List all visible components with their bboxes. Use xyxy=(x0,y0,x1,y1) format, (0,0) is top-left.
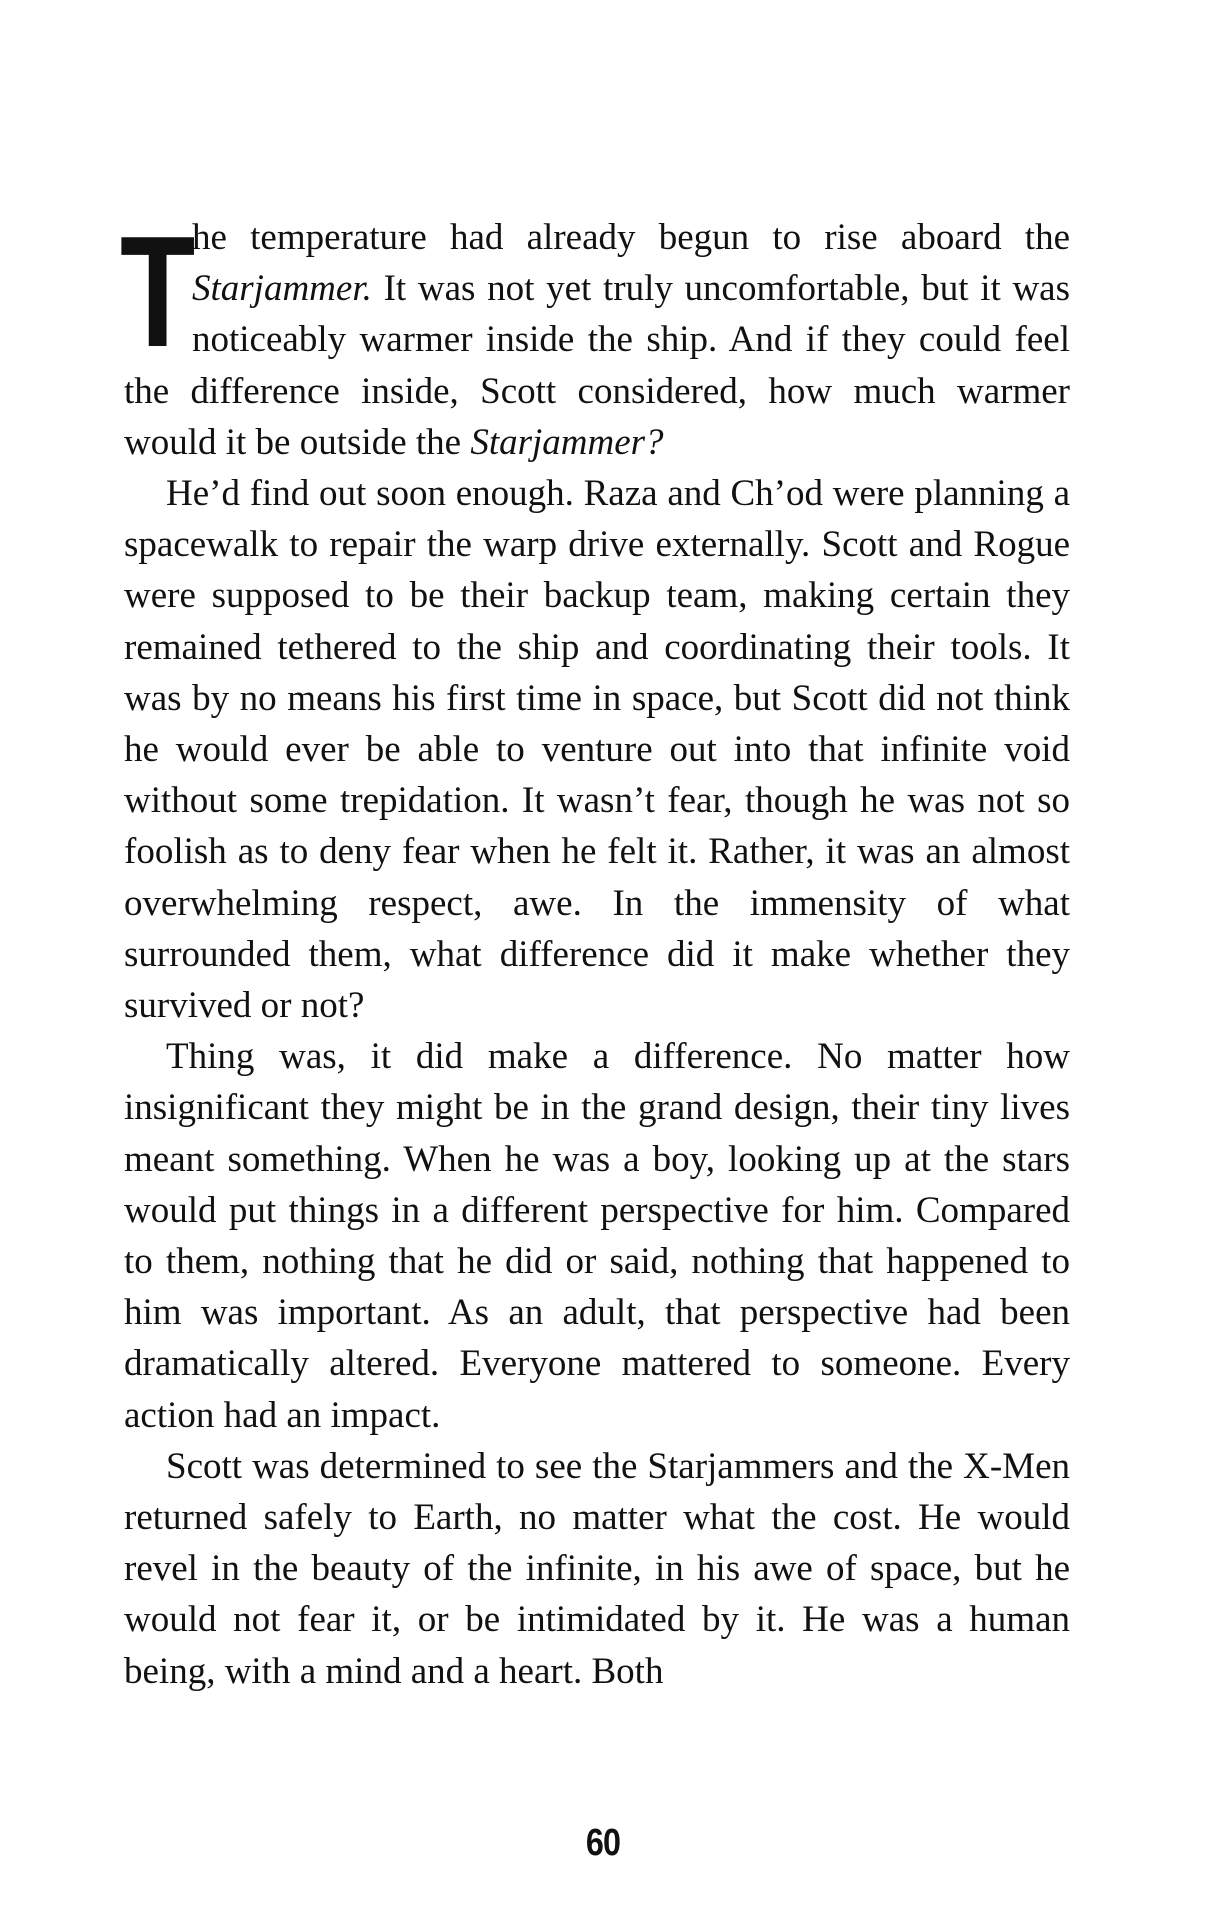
ship-name-italic: Starjammer. xyxy=(192,268,372,310)
text-run: He’d find out soon enough. Raza and Ch’od were planning a spacewalk to repair the warp drive externally. Scott and Rogue were supposed to be their backup team, making certain they remained tethered to the ship and coordinating their tools. It was by no means his first time in space, but Scott did not think he would ever be able to venture out into that infinite void without some trepidation. It wasn’t fear, though he was not so foolish as to deny fear when he felt it. Rather, it was an almost overwhelming respect, awe. In the immensity of what surrounded them, what difference did it make whether they survived or not? xyxy=(124,473,1070,1027)
drop-cap: T xyxy=(120,204,196,380)
paragraph-3 xyxy=(124,1031,1070,1441)
paragraph-2 xyxy=(124,468,1070,1031)
text-run: he temperature had already begun to rise aboard the xyxy=(192,217,1070,258)
text-run: It was not yet truly uncomfortable, but it was noticeably warmer inside the ship. And if they could feel the difference inside, Scott considered, how much warmer would it be outside the xyxy=(124,268,1070,463)
text-run: Thing was, it did make a difference. No matter how insignificant they might be in the grand design, their tiny lives meant something. When he was a boy, looking up at the stars would put things in a different perspective for him. Compared to them, nothing that he did or said, nothing that happened to him was important. As an adult, that perspective had been dramatically altered. Everyone mattered to someone. Every action had an impact. xyxy=(124,1036,1070,1436)
page-number: 60 xyxy=(585,1822,621,1864)
body-text xyxy=(120,204,1070,1697)
paragraph-1 xyxy=(120,204,1070,468)
text-run: Scott was determined to see the Starjammers and the X-Men returned safely to Earth, no matter what the cost. He would revel in the beauty of the infinite, in his awe of space, but he would not fear it, or be intimidated by it. He was a human being, with a mind and a heart. Both xyxy=(124,1445,1070,1692)
paragraph-4 xyxy=(124,1441,1070,1697)
ship-name-italic: Starjammer? xyxy=(470,421,664,463)
